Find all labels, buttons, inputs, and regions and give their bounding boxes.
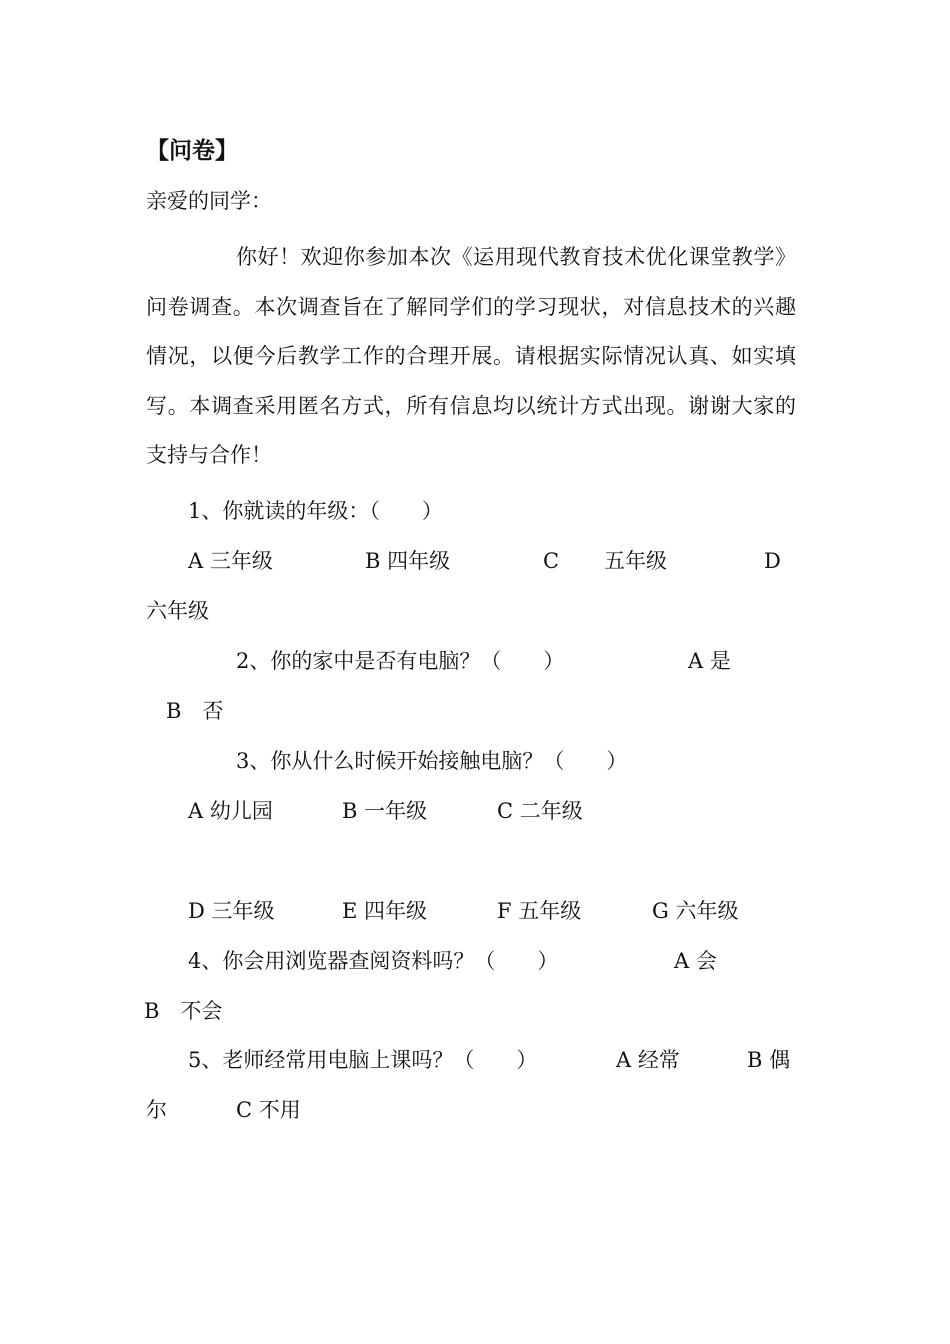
q1-option-d-text: 六年级: [146, 599, 209, 623]
q5-option-b-start: B 偶: [747, 1048, 791, 1072]
q3-option-e: E 四年级: [342, 899, 428, 923]
q2-option-a: A 是: [688, 649, 731, 673]
q5-option-b-end: 尔: [146, 1098, 167, 1122]
q3-option-b: B 一年级: [342, 799, 428, 823]
q3-option-c: C 二年级: [497, 799, 583, 823]
q5-option-c: C 不用: [236, 1098, 301, 1122]
q4-option-b: B 不会: [144, 999, 223, 1023]
question-4: 4、你会用浏览器查阅资料吗？（ ）: [188, 949, 559, 973]
q5-option-a: A 经常: [616, 1048, 680, 1072]
q3-option-a: A 幼儿园: [188, 799, 273, 823]
q2-option-b: B 否: [166, 699, 224, 723]
question-2: 2、你的家中是否有电脑？（ ）: [236, 649, 565, 673]
question-3: 3、你从什么时候开始接触电脑？（ ）: [236, 749, 628, 773]
question-1: 1、你就读的年级：（ ）: [188, 499, 443, 523]
q1-option-b: B 四年级: [365, 549, 451, 573]
greeting: 亲爱的同学：: [146, 189, 272, 213]
q3-option-f: F 五年级: [497, 899, 582, 923]
q1-option-d-letter: D: [764, 549, 781, 573]
question-5: 5、老师经常用电脑上课吗？（ ）: [188, 1048, 538, 1072]
q4-option-a: A 会: [674, 949, 717, 973]
q1-option-c-letter: C: [543, 549, 560, 573]
q1-option-a: A 三年级: [188, 549, 273, 573]
intro-paragraph: 你好！欢迎你参加本次《运用现代教育技术优化课堂教学》问卷调查。本次调查旨在了解同学们的学习现状，对信息技术的兴趣情况，以便今后教学工作的合理开展。请根据实际情况认真、如实填写。本调查采用匿名方式，所有信息均以统计方式出现。谢谢大家的支持与合作！: [146, 245, 796, 468]
q3-option-g: G 六年级: [652, 899, 739, 923]
q3-option-d: D 三年级: [188, 899, 275, 923]
page-title: 【问卷】: [146, 137, 238, 164]
q1-option-c-text: 五年级: [604, 549, 667, 573]
